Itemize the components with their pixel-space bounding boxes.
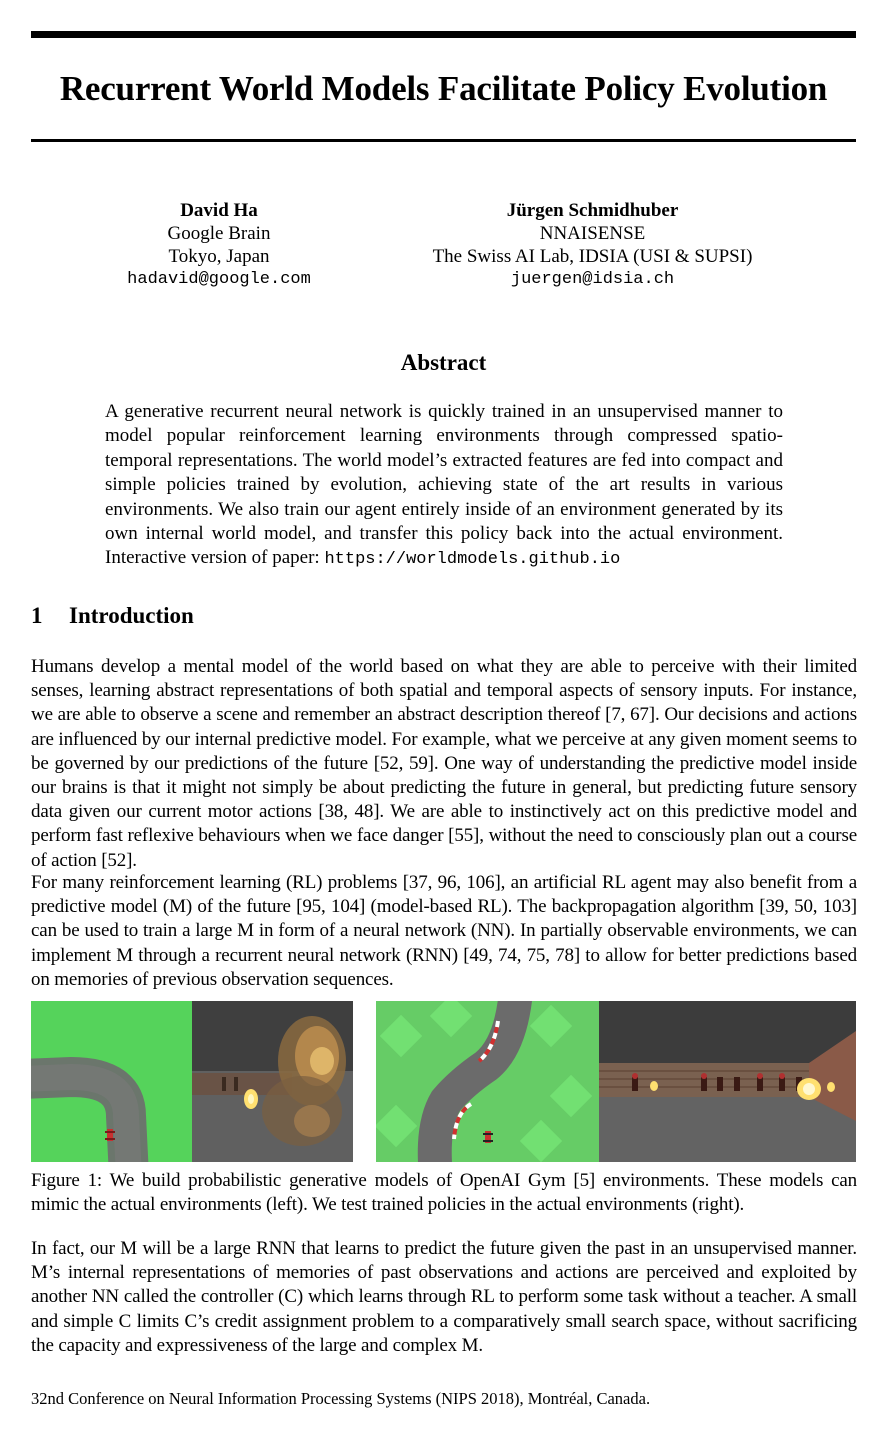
author-affiliation: The Swiss AI Lab, IDSIA (USI & SUPSI) <box>432 246 753 267</box>
title-bottom-rule <box>31 139 856 142</box>
author-block-2 <box>400 199 785 291</box>
author-email: juergen@idsia.ch <box>510 270 675 289</box>
abstract-heading: Abstract <box>400 350 487 375</box>
figure-panel-car-racing-dream <box>31 1001 192 1162</box>
author-name: Jürgen Schmidhuber <box>506 200 679 221</box>
abstract-text: A generative recurrent neural network is quickly trained in an unsupervised manner to model popular reinforcement learning environments through compressed spatio-temporal representations. The world model’s extracted features are fed into compact and simple policies trained by evolution, achieving state of the art results in various environments. We also train our agent entirely inside of an environment generated by its own internal world model, and transfer this policy back into the actual environment. Interactive version of paper: <box>105 401 783 569</box>
figure-panel-doom-actual <box>599 1001 856 1162</box>
body-paragraph: For many reinforcement learning (RL) problems [37, 96, 106], an artificial RL agent may also benefit from a predictive model (M) of the future [95, 104] (model-based RL). The backpropagation algorithm [39, 50, 103] can be used to train a large M in form of a neural network (NN). In partially observable environments, we can implement M through a recurrent neural network (RNN) [49, 74, 75, 78] to allow for better predictions based on memories of previous observation sequences. <box>31 872 857 990</box>
figure-caption: Figure 1: We build probabilistic generative models of OpenAI Gym [5] environments. These models can mimic the actual environments (left). We test trained policies in the actual environments (right). <box>31 1170 857 1215</box>
top-rule <box>31 31 856 38</box>
conference-footnote: 32nd Conference on Neural Information Processing Systems (NIPS 2018), Montréal, Canada. <box>31 1389 651 1408</box>
author-affiliation: Google Brain <box>167 223 271 244</box>
author-block-1 <box>108 199 330 291</box>
section-number: 1 <box>31 603 43 628</box>
figure-panel-doom-dream <box>192 1001 353 1162</box>
body-paragraph: In fact, our M will be a large RNN that learns to predict the future given the past in an unsupervised manner. M’s internal representations of memories of past observations and actions are perceived and exploited by another NN called the controller (C) which learns through RL to perform some task without a teacher. A small and simple C limits C’s credit assignment problem to a comparatively small search space, without sacrificing the capacity and expressiveness of the large and complex M. <box>31 1238 857 1356</box>
figure-panel-car-racing-actual <box>376 1001 599 1162</box>
author-email: hadavid@google.com <box>127 270 311 289</box>
paper-title: Recurrent World Models Facilitate Policy Evolution <box>59 69 828 108</box>
abstract-url-link[interactable]: https://worldmodels.github.io <box>324 550 621 570</box>
author-name: David Ha <box>180 200 258 221</box>
body-paragraph: Humans develop a mental model of the world based on what they are able to perceive with their limited senses, learning abstract representations of both spatial and temporal aspects of sensory inputs. For instance, we are able to observe a scene and remember an abstract description thereof [7, 67]. Our decisions and actions are influenced by our internal predictive model. For example, what we perceive at any given moment seems to be governed by our predictions of the future [52, 59]. One way of understanding the predictive model inside our brains is that it might not simply be about predicting the future in general, but predicting future sensory data given our current motor actions [38, 48]. We are able to instinctively act on this predictive model and perform fast reflexive behaviours when we face danger [55], without the need to consciously plan out a course of action [52]. <box>31 656 857 871</box>
section-heading <box>31 602 194 630</box>
author-affiliation: NNAISENSE <box>539 223 646 244</box>
section-title: Introduction <box>69 603 194 628</box>
abstract-body <box>105 400 783 573</box>
author-location: Tokyo, Japan <box>168 246 270 267</box>
